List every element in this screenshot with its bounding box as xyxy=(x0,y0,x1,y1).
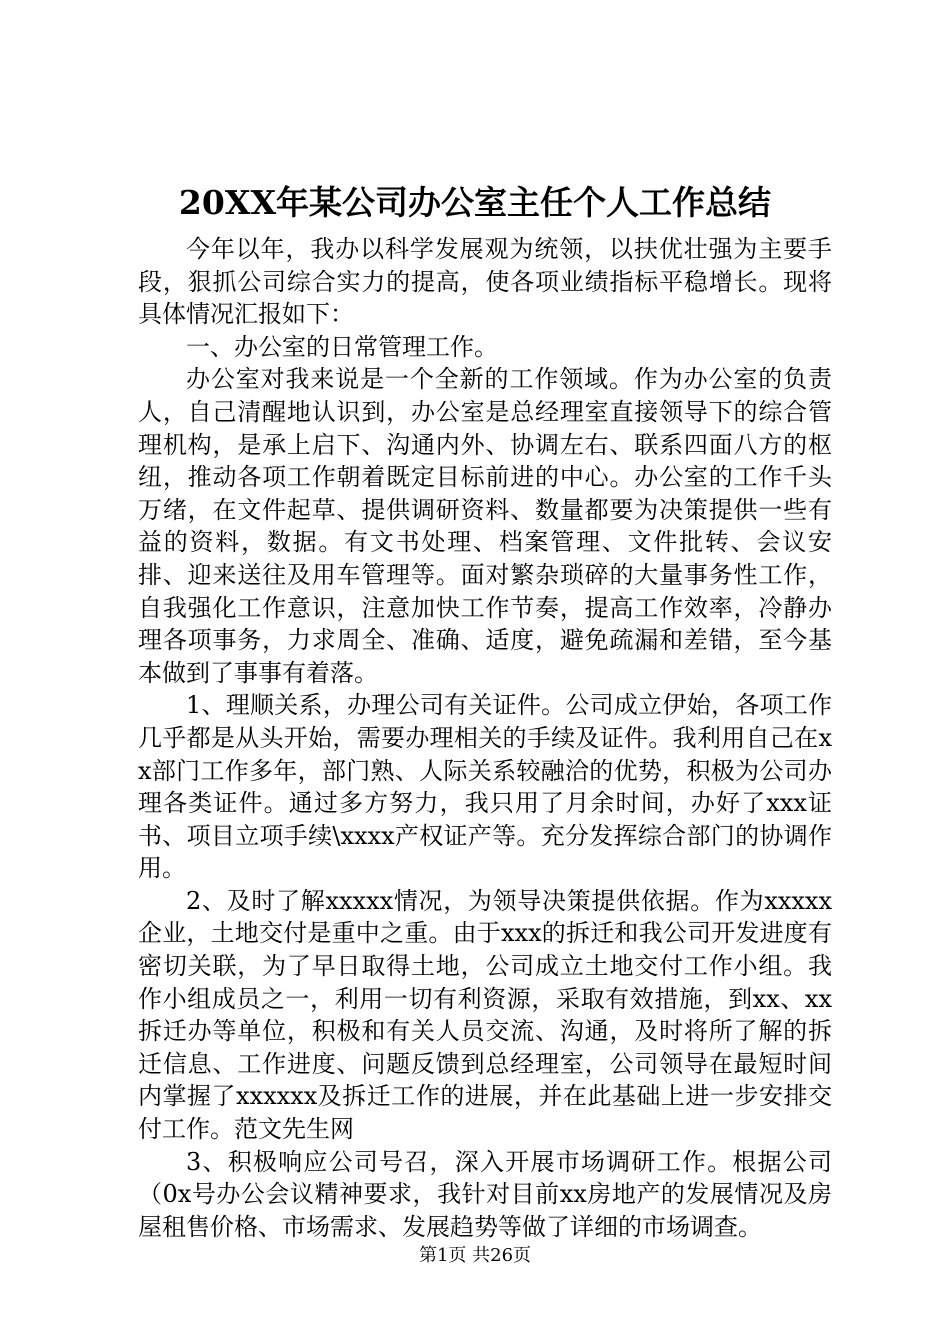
section-heading: 一、办公室的日常管理工作。 xyxy=(186,332,498,361)
page-footer: 第1页 共26页 xyxy=(418,1245,532,1266)
body-paragraph: 2、及时了解xxxxx情况，为领导决策提供依据。作为xxxxx企业，土地交付是重中之重。由于xxx的拆迁和我公司开发进度有密切关联，为了早日取得土地，公司成立土地交付工作小组。我作小组成员之一，利用一切有利资源，采取有效措施，到xx、xx拆迁办等单位，积极和有关人员交流、沟通，及时将所了解的拆迁信息、工作进度、问题反馈到总经理室，公司领导在最短时间内掌握了xxxxxx及拆迁工作的进展，并在此基础上进一步安排交付工作。范文先生网 xyxy=(138,886,832,1144)
document-body xyxy=(138,233,832,1243)
body-paragraph: 1、理顺关系，办理公司有关证件。公司成立伊始，各项工作几乎都是从头开始，需要办理相关的手续及证件。我利用自己在xx部门工作多年，部门熟、人际关系较融洽的优势，积极为公司办理各类证件。通过多方努力，我只用了月余时间，办好了xxx证书、项目立项手续\xxxx产权证产等。充分发挥综合部门的协调作用。 xyxy=(138,691,832,883)
body-paragraph: 3、积极响应公司号召，深入开展市场调研工作。根据公司（0x号办公会议精神要求，我针对目前xx房地产的发展情况及房屋租售价格、市场需求、发展趋势等做了详细的市场调查。 xyxy=(138,1147,832,1241)
intro-paragraph: 今年以年，我办以科学发展观为统领，以扶优壮强为主要手段，狠抓公司综合实力的提高，使各项业绩指标平稳增长。现将具体情况汇报如下： xyxy=(138,235,832,329)
document-title: 20XX年某公司办公室主任个人工作总结 xyxy=(178,183,772,222)
body-paragraph: 办公室对我来说是一个全新的工作领域。作为办公室的负责人，自己清醒地认识到，办公室是总经理室直接领导下的综合管理机构，是承上启下、沟通内外、协调左右、联系四面八方的枢纽，推动各项工作朝着既定目标前进的中心。办公室的工作千头万绪，在文件起草、提供调研资料、数量都要为决策提供一些有益的资料，数据。有文书处理、档案管理、文件批转、会议安排、迎来送往及用车管理等。面对繁杂琐碎的大量事务性工作，自我强化工作意识，注意加快工作节奏，提高工作效率，冷静办理各项事务，力求周全、准确、适度，避免疏漏和差错，至今基本做到了事事有着落。 xyxy=(138,365,832,687)
